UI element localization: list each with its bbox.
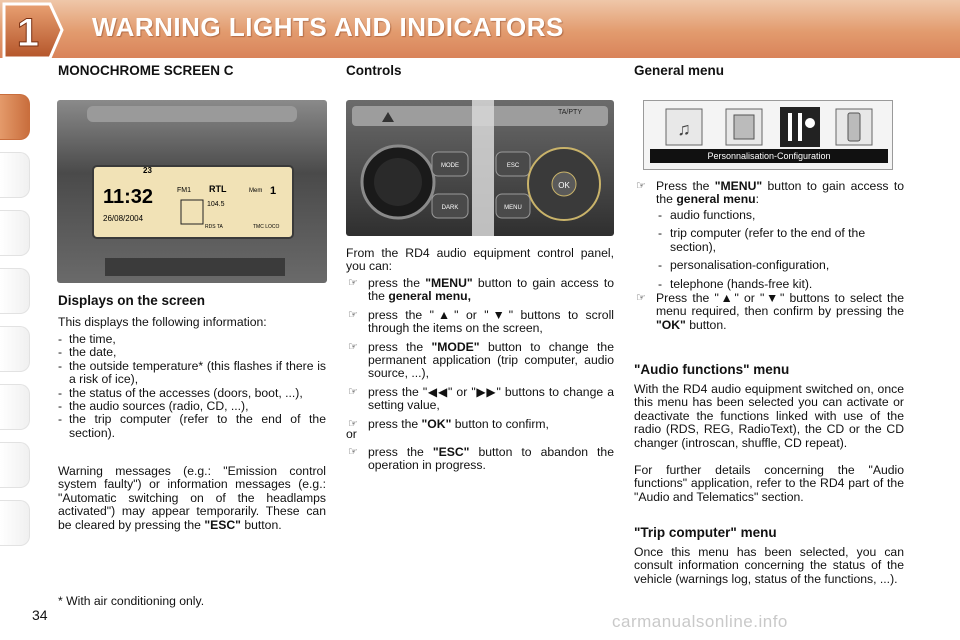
list-item: - the trip computer (refer to the end of the section).: [58, 413, 326, 440]
screen-mem: Mem: [249, 188, 263, 194]
screen-rds: RDS TA: [205, 224, 223, 230]
section-heading-general-menu: General menu: [634, 63, 725, 78]
screen-date: 26/08/2004: [103, 214, 144, 223]
pointer-icon: ☞: [636, 180, 646, 192]
list-item: ☞ Press the "MENU" button to gain access to the general menu:: [636, 179, 904, 207]
pointer-icon: ☞: [348, 277, 358, 289]
page-number: 34: [32, 607, 48, 623]
watermark: carmanualsonline.info: [612, 612, 788, 631]
list-item: ☞ press the "◀◀" or "▶▶" buttons to change a setting value,: [348, 384, 614, 413]
screen-band: FM1: [177, 187, 191, 194]
pointer-icon: ☞: [348, 308, 358, 321]
list-item: ☞ press the "OK" button to confirm,: [348, 416, 549, 431]
list-item: - the status of the accesses (doors, boot, ...),: [58, 387, 326, 400]
dark-button-label: DARK: [441, 205, 459, 211]
pointer-icon: ☞: [348, 340, 358, 353]
menu-caption: Personnalisation-Configuration: [707, 151, 831, 161]
general-menu-subitems: [656, 209, 904, 296]
list-item: - audio functions,: [656, 209, 904, 222]
section-heading-monochrome: MONOCHROME SCREEN C: [58, 63, 234, 78]
pointer-icon: ☞: [636, 292, 646, 304]
audio-functions-paragraph-1: With the RD4 audio equipment switched on, once this menu has been selected you can activate or deactivate the functions linked with use of the radio (RDS, REG, RadioText), the CD or the CD changer (introscan, shuffle, CD repeat).: [634, 382, 904, 450]
list-item: - trip computer (refer to the end of the section),: [656, 227, 904, 254]
side-tab-2[interactable]: [0, 152, 30, 198]
ta-pty-label: TA/PTY: [558, 109, 582, 116]
side-tabs: [0, 60, 34, 580]
trip-computer-paragraph: Once this menu has been selected, you can consult information concerning the status of the vehicle (warnings log, status of the functions, ...).: [634, 545, 904, 586]
list-item: ☞ press the "MODE" button to change the permanent application (trip computer, audio source, ...),: [348, 339, 614, 381]
esc-key-label: "ESC": [204, 517, 241, 532]
chapter-badge: [0, 0, 66, 62]
section-heading-controls: Controls: [346, 63, 402, 78]
controls-list-2: [346, 446, 614, 478]
control-panel-photo: [346, 100, 614, 236]
list-item: ☞ press the "▲" or "▼" buttons to scroll through the items on the screen,: [348, 307, 614, 336]
mode-button-label: MODE: [441, 163, 459, 169]
displays-list: [58, 333, 326, 440]
monochrome-screen-photo: [57, 100, 327, 283]
footnote: * With air conditioning only.: [58, 594, 205, 608]
controls-intro: From the RD4 audio equipment control panel, you can:: [346, 246, 614, 274]
header-band: [0, 0, 960, 58]
screen-tmc: TMC LOCO: [253, 224, 280, 230]
general-menu-list-2: [634, 292, 904, 337]
pointer-icon: ☞: [348, 446, 358, 458]
side-tab-6[interactable]: [0, 384, 30, 430]
general-menu-screen: [643, 100, 893, 170]
side-tab-4[interactable]: [0, 268, 30, 314]
chapter-number: 1: [16, 11, 40, 55]
list-item: ☞ Press the "▲" or "▼" buttons to select the menu required, then confirm by pressing the "OK" button.: [636, 291, 904, 332]
side-tab-3[interactable]: [0, 210, 30, 256]
warning-paragraph: [58, 465, 326, 532]
audio-functions-paragraph-2: For further details concerning the "Audio functions" application, refer to the RD4 part of the "Audio and Telematics" section.: [634, 463, 904, 504]
page-title: WARNING LIGHTS AND INDICATORS: [92, 12, 564, 42]
side-tab-8[interactable]: [0, 500, 30, 546]
or-text: or: [346, 427, 357, 441]
audio-menu-icon: ♫: [677, 119, 691, 139]
list-item: - the audio sources (radio, CD, ...),: [58, 400, 326, 413]
displays-subheading: Displays on the screen: [58, 293, 206, 308]
ok-button-label: OK: [558, 181, 570, 190]
warning-text: Warning messages (e.g.: "Emission control system faulty") or information messages (e.g.: "Automatic switching on of the headlamps activated") may appear temporarily. These can be cleared by pressing the: [58, 464, 326, 532]
audio-functions-heading: "Audio functions" menu: [634, 362, 790, 377]
menu-button-label: MENU: [504, 205, 522, 211]
list-item: - the time,: [58, 333, 326, 346]
pointer-icon: ☞: [348, 385, 358, 398]
side-tab-7[interactable]: [0, 442, 30, 488]
warning-text-end: button.: [240, 517, 282, 532]
list-item: - telephone (hands-free kit).: [656, 278, 904, 291]
screen-frequency: 104.5: [207, 201, 225, 208]
screen-temp: 23: [143, 166, 152, 175]
side-tab-1[interactable]: [0, 94, 30, 140]
list-item: ☞ press the "MENU" button to gain access to the general menu,: [348, 276, 614, 304]
side-tab-5[interactable]: [0, 326, 30, 372]
pointer-icon: ☞: [348, 417, 358, 430]
list-item: - the date,: [58, 346, 326, 359]
screen-preset: 1: [270, 185, 277, 197]
list-item: - the outside temperature* (this flashes if there is a risk of ice),: [58, 360, 326, 387]
esc-button-label: ESC: [506, 163, 520, 169]
list-item: - personalisation-configuration,: [656, 259, 904, 272]
screen-time: 11:32: [103, 186, 154, 208]
screen-station: RTL: [209, 184, 227, 194]
controls-list: [346, 277, 614, 433]
trip-computer-heading: "Trip computer" menu: [634, 525, 777, 540]
displays-intro: This displays the following information:: [58, 315, 267, 329]
list-item: ☞ press the "ESC" button to abandon the operation in progress.: [348, 445, 614, 473]
